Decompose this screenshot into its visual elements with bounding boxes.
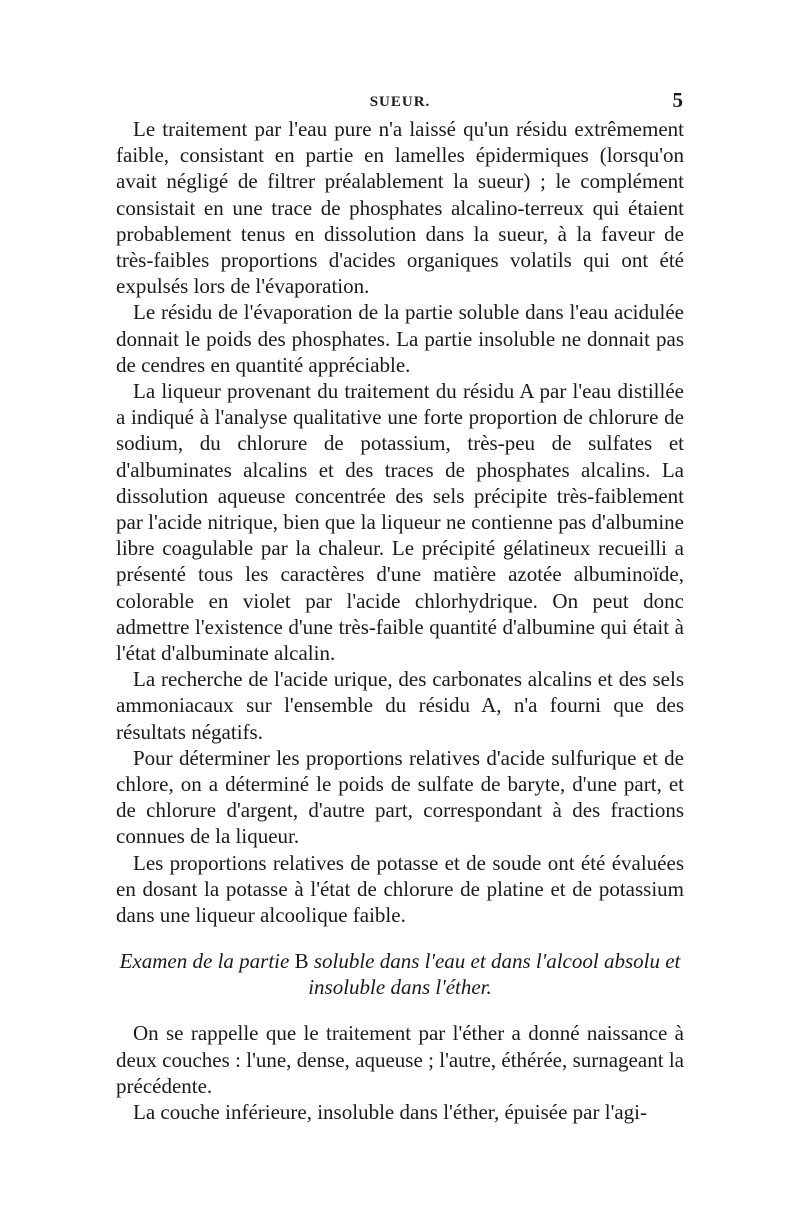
paragraph: La liqueur provenant du traitement du résidu A par l'eau distillée a indiqué à l'analyse qualitative une forte proportion de chlorure de sodium, du chlorure de potassium, très-peu de sulfates et d'albuminates alcalins et des traces de phosphates alcalins. La dissolution aqueuse concentrée des sels précipite très-faiblement par l'acide nitrique, bien que la liqueur ne contienne pas d'albumine libre coagulable par la chaleur. Le précipité gélatineux recueilli a présenté tous les caractères d'une matière azotée albuminoïde, colorable en violet par l'acide chlorhydrique. On peut donc admettre l'existence d'une très-faible quantité d'albumine qui était à l'état d'albuminate alcalin. (116, 379, 684, 666)
section-heading-letter: B (294, 949, 309, 974)
paragraph: Le résidu de l'évaporation de la partie soluble dans l'eau acidulée donnait le poids des phosphates. La partie insoluble ne donnait pas de cendres en quantité appréciable. (116, 300, 684, 377)
paragraph: Le traitement par l'eau pure n'a laissé qu'un résidu extrêmement faible, consistant en partie en lamelles épidermiques (lorsqu'on avait négligé de filtrer préalablement la sueur) ; le complément consistait en une trace de phosphates alcalino-terreux qui étaient probablement tenus en dissolution dans la sueur, à la faveur de très-faibles proportions d'acides organiques volatils qui ont été expulsés lors de l'évaporation. (116, 117, 684, 299)
section-heading (116, 948, 684, 1000)
paragraph: La couche inférieure, insoluble dans l'éther, épuisée par l'agi- (133, 1099, 648, 1124)
running-head (116, 88, 684, 116)
running-title: SUEUR. (369, 94, 431, 110)
paragraph: On se rappelle que le traitement par l'éther a donné naissance à deux couches : l'une, dense, aqueuse ; l'autre, éthérée, surnageant la précédente. (116, 1021, 684, 1098)
section-heading-text: Examen de la partie (119, 949, 290, 974)
book-page (116, 88, 684, 1125)
paragraph: La recherche de l'acide urique, des carbonates alcalins et des sels ammoniacaux sur l'ensemble du résidu A, n'a fourni que des résultats négatifs. (116, 667, 684, 744)
paragraph: Pour déterminer les proportions relatives d'acide sulfurique et de chlore, on a déterminé le poids de sulfate de baryte, d'une part, et de chlorure d'argent, d'autre part, correspondant à des fractions connues de la liqueur. (116, 745, 684, 849)
page-number: 5 (672, 88, 684, 112)
paragraph: Les proportions relatives de potasse et de soude ont été évaluées en dosant la potasse à l'état de chlorure de platine et de potassium dans une liqueur alcoolique faible. (116, 850, 684, 928)
section-heading-text: soluble dans l'eau et dans l'alcool absolu et insoluble dans l'éther. (308, 949, 681, 1000)
